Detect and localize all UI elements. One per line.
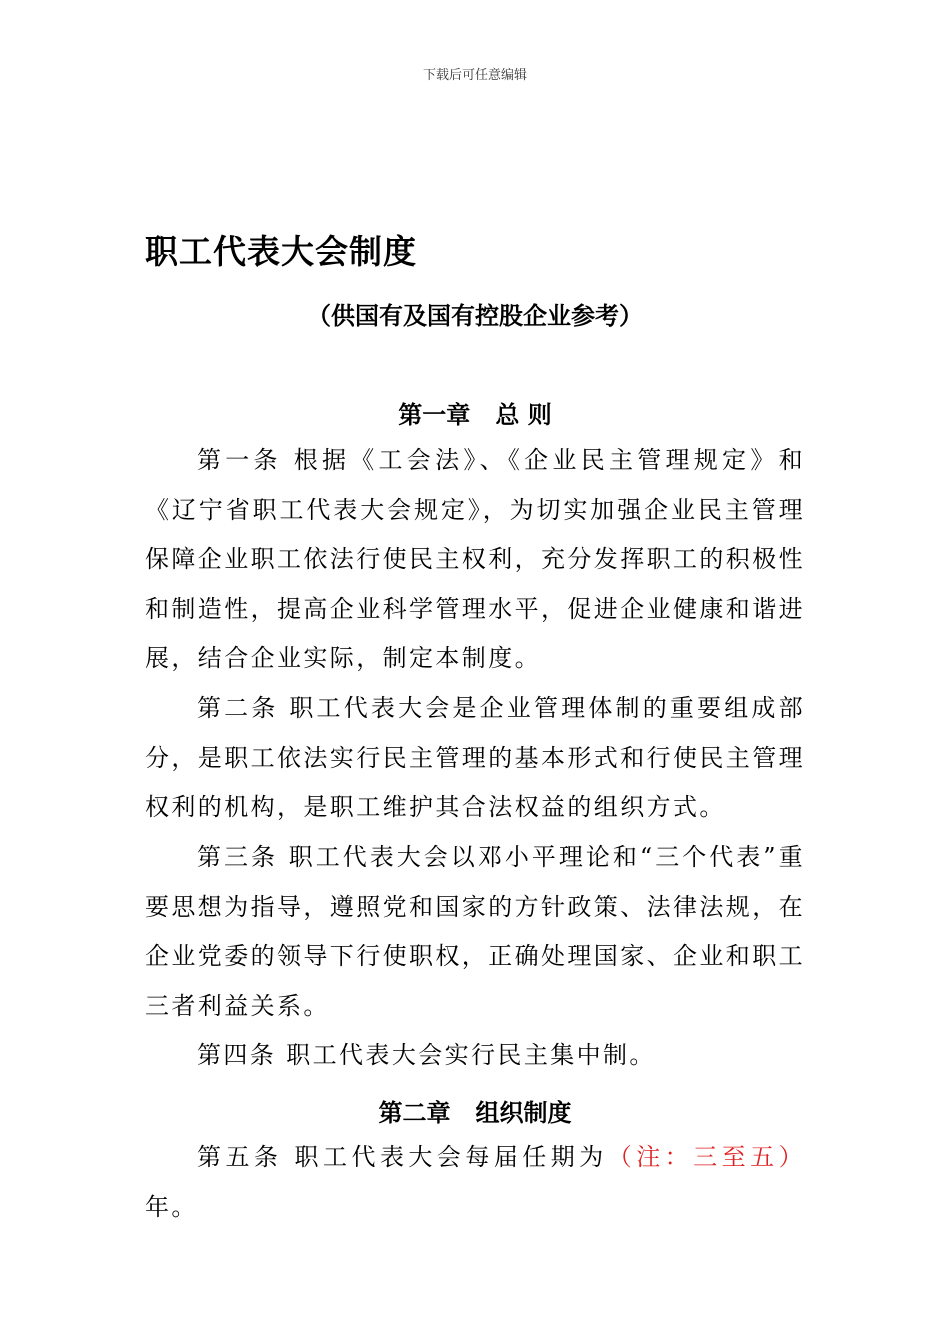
article-5 xyxy=(145,1133,805,1232)
article-5-note: （注：三至五） xyxy=(607,1143,805,1171)
article-3: 第三条 职工代表大会以邓小平理论和“三个代表”重要思想为指导，遵照党和国家的方针政策、法律法规，在企业党委的领导下行使职权，正确处理国家、企业和职工三者利益关系。 xyxy=(145,843,805,1020)
article-5-text: 第五条 职工代表大会每届任期为 xyxy=(197,1143,608,1171)
chapter-2-heading: 第二章 组织制度 xyxy=(378,1099,572,1127)
page-header: 下载后可任意编辑 xyxy=(422,68,527,83)
chapter-1-heading: 第一章 总 则 xyxy=(398,401,552,429)
article-1: 第一条 根据《工会法》、《企业民主管理规定》和《辽宁省职工代表大会规定》，为切实加强企业民主管理保障企业职工依法行使民主权利，充分发挥职工的积极性和制造性，提高企业科学管理水平，促进企业健康和谐进展，结合企业实际，制定本制度。 xyxy=(145,446,805,672)
article-5-suffix: 年。 xyxy=(145,1192,198,1221)
document-title: 职工代表大会制度 xyxy=(145,232,417,271)
article-2: 第二条 职工代表大会是企业管理体制的重要组成部分，是职工依法实行民主管理的基本形式和行使民主管理权利的机构，是职工维护其合法权益的组织方式。 xyxy=(145,694,805,821)
document-subtitle: （供国有及国有控股企业参考） xyxy=(307,302,643,330)
article-4: 第四条 职工代表大会实行民主集中制。 xyxy=(197,1041,656,1069)
